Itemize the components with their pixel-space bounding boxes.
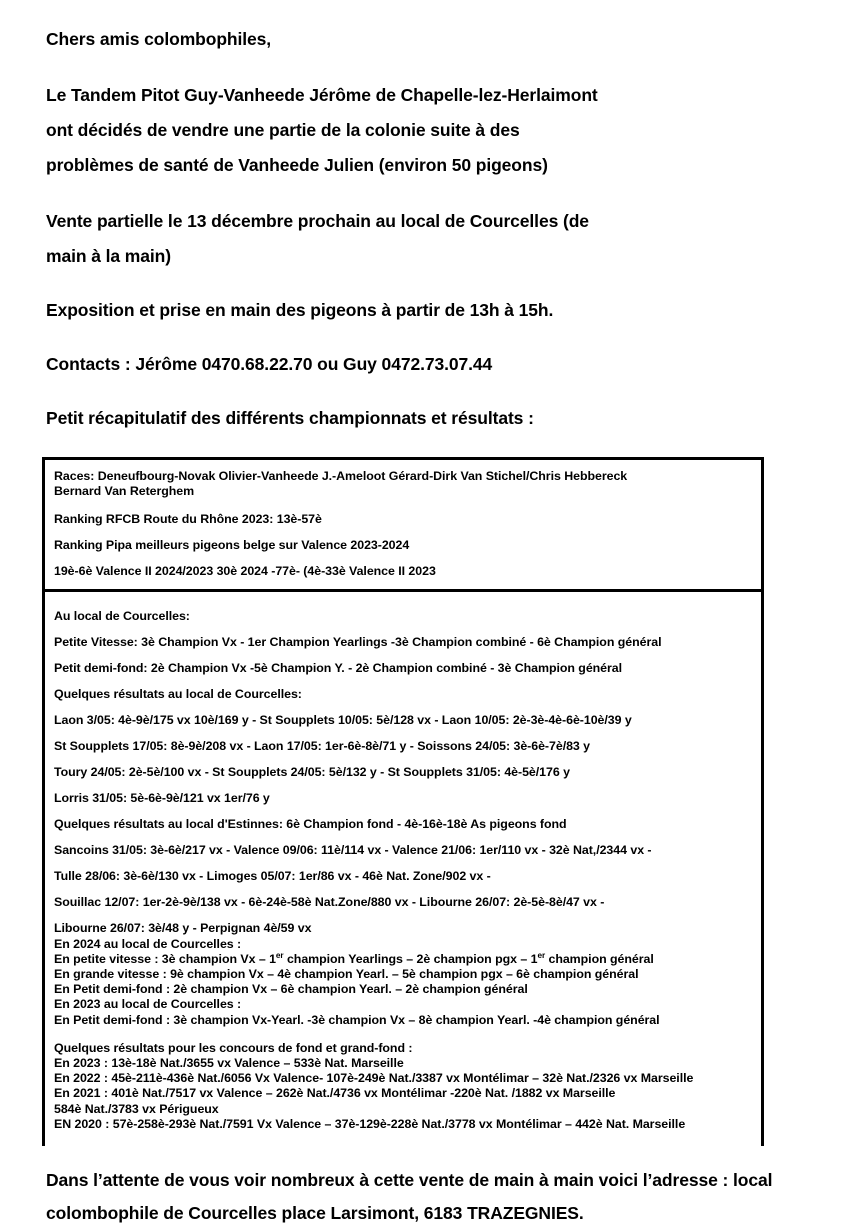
courcelles-results-heading: Quelques résultats au local de Courcelles: [54, 687, 302, 702]
fond-line-2023: En 2023 : 13è-18è Nat./3655 vx Valence – 533è Nat. Marseille [54, 1056, 404, 1071]
intro-line-3: problèmes de santé de Vanheede Julien (environ 50 pigeons) [46, 155, 548, 175]
intro-line-2: ont décidés de vendre une partie de la colonie suite à des [46, 120, 520, 140]
result-line-lorris-3105: Lorris 31/05: 5è-6è-9è/121 vx 1er/76 y [54, 791, 270, 806]
fond-line-2022: En 2022 : 45è-211è-436è Nat./6056 Vx Valence- 107è-249è Nat./3387 vx Montélimar – 32è Nat./2326 vx Marseille [54, 1071, 694, 1086]
year-2024-heading: En 2024 au local de Courcelles : [54, 936, 242, 951]
result-line-soupplets-1705: St Soupplets 17/05: 8è-9è/208 vx - Laon 17/05: 1er-6è-8è/71 y - Soissons 24/05: 3è-6è-7è/83 y [54, 739, 591, 754]
results-box [42, 457, 764, 1146]
result-line-tulle-2806: Tulle 28/06: 3è-6è/130 vx - Limoges 05/07: 1er/86 vx - 46è Nat. Zone/902 vx - [54, 869, 491, 884]
contacts-line: Contacts : Jérôme 0470.68.22.70 ou Guy 0472.73.07.44 [46, 354, 493, 374]
year-2024-petit-demi-fond-line: En Petit demi-fond : 2è champion Vx – 6è champion Yearl. – 2è champion général [54, 982, 528, 997]
pv-superscript-2: er [537, 950, 546, 960]
petite-vitesse-champion-line: Petite Vitesse: 3è Champion Vx - 1er Champion Yearlings -3è Champion combiné - 6è Champion général [54, 635, 662, 650]
fond-line-perigueux: 584è Nat./3783 vx Périgueux [54, 1101, 219, 1116]
courcelles-heading: Au local de Courcelles: [54, 609, 190, 624]
results-box-courcelles-cell [42, 592, 764, 1146]
pv-text-b: champion Yearlings – 2è champion pgx – 1 [283, 951, 538, 966]
closing-line-2: colombophile de Courcelles place Larsimont, 6183 TRAZEGNIES. [46, 1203, 584, 1224]
races-line-1: Races: Deneufbourg-Novak Olivier-Vanheede J.-Ameloot Gérard-Dirk Van Stichel/Chris Hebbereck [54, 469, 628, 483]
pv-superscript-1: er [275, 950, 284, 960]
ranking-rfcb-line: Ranking RFCB Route du Rhône 2023: 13è-57è [54, 512, 322, 527]
closing-line-1: Dans l’attente de vous voir nombreux à cette vente de main à main voici l’adresse : local [46, 1170, 773, 1191]
pv-text-a: En petite vitesse : 3è champion Vx – 1 [54, 951, 276, 966]
results-box-races-cell [42, 457, 764, 592]
races-line-2: Bernard Van Reterghem [54, 484, 195, 499]
salutation: Chers amis colombophiles, [46, 29, 272, 49]
year-2024-grande-vitesse-line: En grande vitesse : 9è champion Vx – 4è champion Yearl. – 5è champion pgx – 6è champion général [54, 967, 639, 982]
sale-line-2: main à la main) [46, 246, 171, 266]
recap-heading: Petit récapitulatif des différents championnats et résultats : [46, 408, 534, 428]
year-2023-heading: En 2023 au local de Courcelles : [54, 997, 242, 1012]
year-2024-petite-vitesse-line [54, 952, 751, 967]
fond-results-heading: Quelques résultats pour les concours de fond et grand-fond : [54, 1040, 413, 1055]
result-line-laon-0305: Laon 3/05: 4è-9è/175 vx 10è/169 y - St Soupplets 10/05: 5è/128 vx - Laon 10/05: 2è-3è-4è-6è-10è/39 y [54, 713, 632, 728]
sale-line-1: Vente partielle le 13 décembre prochain au local de Courcelles (de [46, 211, 589, 231]
fond-line-2021: En 2021 : 401è Nat./7517 vx Valence – 262è Nat./4736 vx Montélimar -220è Nat. /1882 vx Marseille [54, 1086, 616, 1101]
pv-text-c: champion général [545, 951, 654, 966]
result-line-libourne-2607: Libourne 26/07: 3è/48 y - Perpignan 4è/59 vx [54, 921, 312, 936]
result-line-souillac-1207: Souillac 12/07: 1er-2è-9è/138 vx - 6è-24è-58è Nat.Zone/880 vx - Libourne 26/07: 2è-5è-8è/47 vx - [54, 895, 605, 910]
petit-demi-fond-champion-line: Petit demi-fond: 2è Champion Vx -5è Champion Y. - 2è Champion combiné - 3è Champion général [54, 661, 623, 676]
exposition-line: Exposition et prise en main des pigeons à partir de 13h à 15h. [46, 300, 554, 320]
fond-line-2020: EN 2020 : 57è-258è-293è Nat./7591 Vx Valence – 37è-129è-228è Nat./3778 vx Montélimar – 442è Nat. Marseille [54, 1116, 686, 1131]
closing-section [0, 1146, 857, 1230]
year-2023-petit-demi-fond-line: En Petit demi-fond : 3è champion Vx-Yearl. -3è champion Vx – 8è champion Yearl. -4è champion général [54, 1012, 660, 1027]
valence-ranking-line: 19è-6è Valence II 2024/2023 30è 2024 -77è- (4è-33è Valence II 2023 [54, 564, 436, 579]
intro-line-1: Le Tandem Pitot Guy-Vanheede Jérôme de Chapelle-lez-Herlaimont [46, 85, 598, 105]
intro-section [0, 0, 857, 436]
estinnes-results-heading: Quelques résultats au local d'Estinnes: 6è Champion fond - 4è-16è-18è As pigeons fond [54, 817, 567, 832]
ranking-pipa-line: Ranking Pipa meilleurs pigeons belge sur Valence 2023-2024 [54, 538, 410, 553]
result-line-toury-2405: Toury 24/05: 2è-5è/100 vx - St Soupplets 24/05: 5è/132 y - St Soupplets 31/05: 4è-5è/176 y [54, 765, 570, 780]
result-line-sancoins-3105: Sancoins 31/05: 3è-6è/217 vx - Valence 09/06: 11è/114 vx - Valence 21/06: 1er/110 vx - 32è Nat,/2344 vx - [54, 843, 652, 858]
